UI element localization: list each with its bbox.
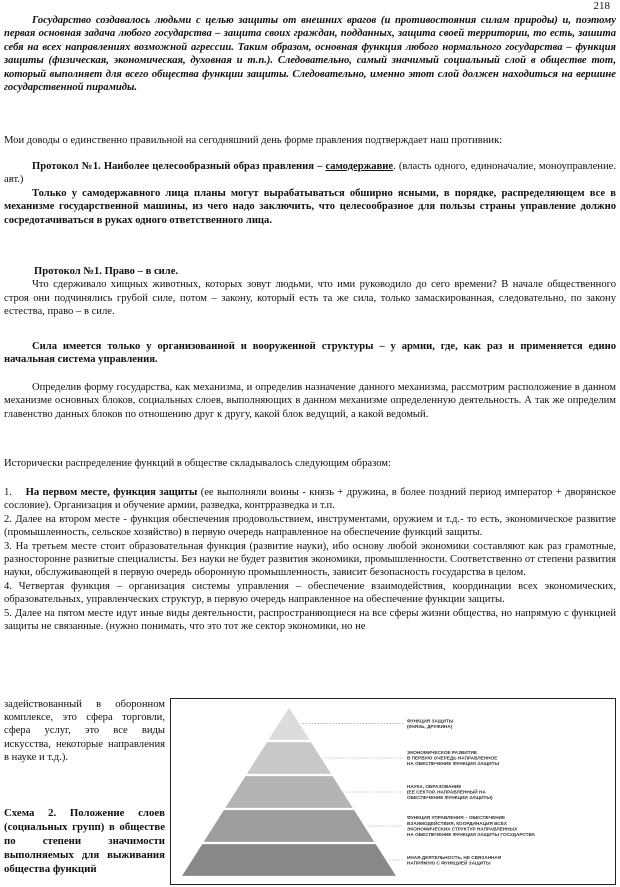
pyramid-tier-4 xyxy=(203,810,375,842)
list-item: 5. Далее на пятом месте идут иные виды деятельности, распространяющиеся на все сферы жизни общества, но напрямую с функцией защиты не связанные. (нужно понимать, что это тот же сектор экономики, но не xyxy=(4,607,616,633)
list-item: 3. На третьем месте стоит образовательная функция (развитие науки), ибо основу любой экономики составляют как раз грамотные, разносторонне развитые специалисты. Без науки не будет развития экономики, промышленности. Соответственно от степени развития науки, обслуживающей в первую очередь оборонную промышленность, зависит безопасность государства в целом. xyxy=(4,540,616,579)
pyramid-tier-2 xyxy=(246,742,331,774)
pyramid-label-2: ЭКОНОМИЧЕСКОЕ РАЗВИТИЕ В ПЕРВУЮ ОЧЕРЕДЬ НАПРАВЛЕННОЕ НА ОБЕСПЕЧЕНИЕ ФУНКЦИИ ЗАЩИТЫ xyxy=(407,750,500,767)
list-item-5-continuation: задействованный в оборонном комплексе, это сфера торговли, сфера услуг, это все виды искусства, некоторые направления в науке и т.д.). xyxy=(4,698,165,764)
mechanism-paragraph: Определив форму государства, как механизма, и определив назначение данного механизма, рассмотрим расположение в данном механизме основных блоков, социальных слоев, выполняющих в данном механизме определенную деятельность. А так же определим главенство данных блоков по отношению друг к другу, какой блок ведущий, а какой ведомый. xyxy=(4,382,616,420)
protocol-2-block xyxy=(4,265,616,319)
historic-line: Исторически распределение функций в обществе складывалось следующим образом: xyxy=(4,458,391,469)
pyramid-figure xyxy=(170,698,616,885)
protocol-2-text: Что сдерживало хищных животных, которых зовут людьми, что ими руководило до сего времени? В начале общественного строя они подчинялись грубой силе, потом – закону, который есть та же сила, только замаскированная, следовательно, по закону естества, право – в силе. xyxy=(4,279,616,318)
pyramid-tier-3 xyxy=(225,776,354,808)
list-item: 2. Далее на втором месте - функция обеспечения продовольствием, инструментами, оружием и т.д.- то есть, экономическое развитие (промышленность, сельское хозяйство) в первую очередь направленное на обеспечение функций защиты. xyxy=(4,513,616,539)
page-number: 218 xyxy=(593,0,610,12)
pyramid-label-5: ИНАЯ ДЕЯТЕЛЬНОСТЬ, НЕ СВЯЗАННАЯ НАПРЯМУЮ С ФУНКЦИЕЙ ЗАЩИТЫ xyxy=(407,854,502,866)
list-item: 1. На первом месте, функция защиты (ее выполняли воины - князь + дружина, в более поздний период император + дворянское сословие). Организация и обучение армии, разведка, контрразведка и т.п. xyxy=(4,487,616,512)
pyramid-label-4: ФУНКЦИЯ УПРАВЛЕНИЯ – ОБЕСПЕЧЕНИЕ ВЗАИМОДЕЙСТВИЯ, КООРДИНАЦИЯ ВСЕХ ЭКОНОМИЧЕСКИХ СТРУКТУР НАПРАВЛЕННЫХ НА ОБЕСПЕЧЕНИЕ ФУНКЦИИ ЗАЩИТЫ ГОСУДАРСТВА xyxy=(407,815,536,837)
pyramid-label-1: ФУНКЦИЯ ЗАЩИТЫ (КНЯЗЬ, ДРУЖИНА) xyxy=(407,718,454,729)
protocol-1-heading: Протокол №1. Наиболее целесообразный образ правления – xyxy=(32,161,326,172)
pyramid-diagram xyxy=(171,699,615,884)
list-item: 4. Четвертая функция – организация системы управления – обеспечение взаимодействия, координации всех экономических, образовательных, управленческих структур, в первую очередь направленное на обеспечение функции защиты. xyxy=(4,580,616,606)
functions-list xyxy=(4,486,616,633)
protocol-1-block xyxy=(4,160,616,227)
protocol-1-note: . (власть одного, единоначалие, моноуправление. авт.) xyxy=(4,161,616,186)
force-paragraph: Сила имеется только у организованной и вооруженной структуры – у армии, где, как раз и применяется едино начальная система управления. xyxy=(4,341,616,366)
protocol-1-term: самодержавие xyxy=(325,161,394,172)
protocol-2-title: Протокол №1. Право – в силе. xyxy=(34,266,179,277)
pyramid-label-3: НАУКА, ОБРАЗОВАНИЕ (ЕЕ СЕКТОР, НАПРАВЛЕННЫЙ НА ОБЕСПЕЧЕНИЕ ФУНКЦИИ ЗАЩИТЫ) xyxy=(407,784,493,801)
scheme-caption: Схема 2. Положение слоев (социальных групп) в обществе по степени значимости выполняемых для выживания общества функций xyxy=(4,806,165,875)
protocol-1-quote: Только у самодержавного лица планы могут вырабатываться обширно ясными, в порядке, распределяющем все в механизме государственной машины, из чего надо заключить, что целесообразное для пользы страны управление должно сосредотачиваться в руках одного ответственного лица. xyxy=(4,187,616,226)
opponent-line: Мои доводы о единственно правильной на сегодняшний день форме правления подтверждает наш противник: xyxy=(4,135,503,146)
pyramid-tier-5 xyxy=(182,844,397,876)
intro-paragraph: Государство создавалось людьми с целью защиты от внешних врагов (и противостояния силам природы) и, поэтому первая основная задача любого государства – защита своих граждан, подданных, защита своей территории, то есть, зашита себя на всех направлениях возможной агрессии. Таким образом, основная функция любого нормального государства – функция защиты (физическая, экономическая, духовная и т.п.). Следовательно, самый значимый социальный слой в обществе тот, который выполняет для всего общества функции защиты. Следовательно, именно этот слой должен находиться на вершине государственной пирамиды. xyxy=(4,15,616,94)
